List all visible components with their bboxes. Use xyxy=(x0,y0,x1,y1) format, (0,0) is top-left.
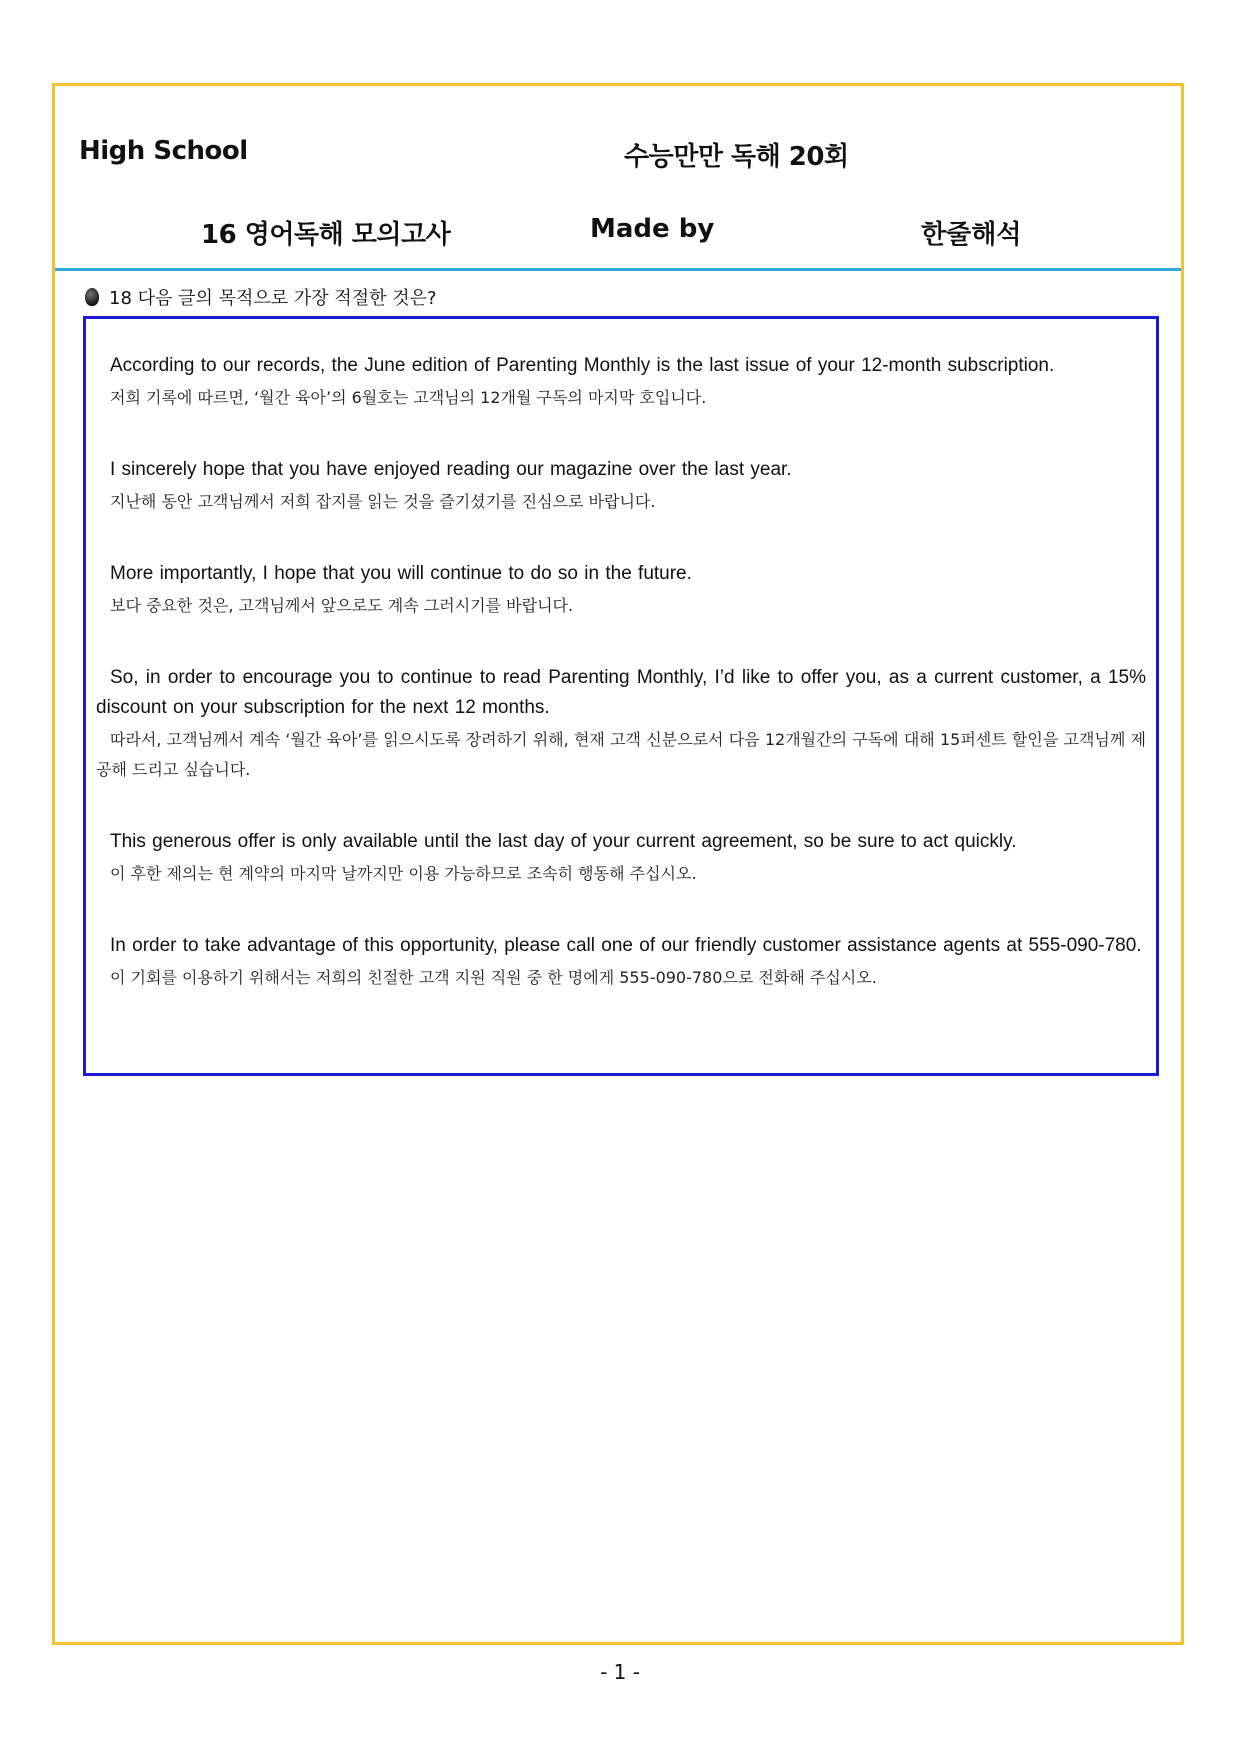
english-sentence: This generous offer is only available until the last day of your current agreement, so be sure to act quickly. xyxy=(110,831,1017,852)
korean-translation: 지난해 동안 고객님께서 저희 잡지를 읽는 것을 즐기셨기를 진심으로 바랍니다. xyxy=(110,492,656,511)
page-number: - 1 - xyxy=(600,1660,640,1684)
english-sentence: I sincerely hope that you have enjoyed reading our magazine over the last year. xyxy=(110,459,792,480)
school-label: High School xyxy=(79,136,248,166)
author-name: 한줄해석 xyxy=(921,220,1022,250)
english-sentence: According to our records, the June edition of Parenting Monthly is the last issue of your 12-month subscription. xyxy=(110,355,1055,376)
question-text: 18 다음 글의 목적으로 가장 적절한 것은? xyxy=(109,288,437,309)
made-by-label: Made by xyxy=(590,214,715,244)
korean-translation: 이 후한 제의는 현 계약의 마지막 날까지만 이용 가능하므로 조속히 행동해 주십시오. xyxy=(110,864,697,883)
exam-name: 16 영어독해 모의고사 xyxy=(201,220,451,250)
english-sentence: More importantly, I hope that you will continue to do so in the future. xyxy=(110,563,692,584)
passage-paragraph xyxy=(96,455,1146,517)
passage-paragraph xyxy=(96,351,1146,413)
korean-translation: 따라서, 고객님께서 계속 ‘월간 육아’를 읽으시도록 장려하기 위해, 현재 고객 신분으로서 다음 12개월간의 구독에 대해 15퍼센트 할인을 고객님께 제공해 드리고 싶습니다. xyxy=(96,730,1146,779)
header-top-row xyxy=(79,136,1157,176)
passage-paragraph xyxy=(96,827,1146,889)
header-divider xyxy=(55,268,1181,271)
english-sentence: So, in order to encourage you to continue to read Parenting Monthly, I’d like to offer you, as a current customer, a 15% discount on your subscription for the next 12 months. xyxy=(96,667,1146,718)
korean-translation: 보다 중요한 것은, 고객님께서 앞으로도 계속 그러시기를 바랍니다. xyxy=(110,596,574,615)
korean-translation: 이 기회를 이용하기 위해서는 저희의 친절한 고객 지원 직원 중 한 명에게 555-090-780으로 전화해 주십시오. xyxy=(110,968,877,987)
korean-translation: 저희 기록에 따르면, ‘월간 육아’의 6월호는 고객님의 12개월 구독의 마지막 호입니다. xyxy=(110,388,707,407)
series-title: 수능만만 독해 20회 xyxy=(624,142,849,172)
passage-paragraph xyxy=(96,559,1146,621)
english-sentence: In order to take advantage of this opportunity, please call one of our friendly customer assistance agents at 555-090-780. xyxy=(110,935,1142,956)
passage-paragraph xyxy=(96,663,1146,785)
passage-paragraph xyxy=(96,931,1146,993)
header-bottom-row xyxy=(55,214,1181,254)
passage-box xyxy=(83,316,1159,1076)
bullet-icon xyxy=(85,288,99,306)
question-line xyxy=(85,284,437,310)
page-frame xyxy=(52,83,1184,1645)
